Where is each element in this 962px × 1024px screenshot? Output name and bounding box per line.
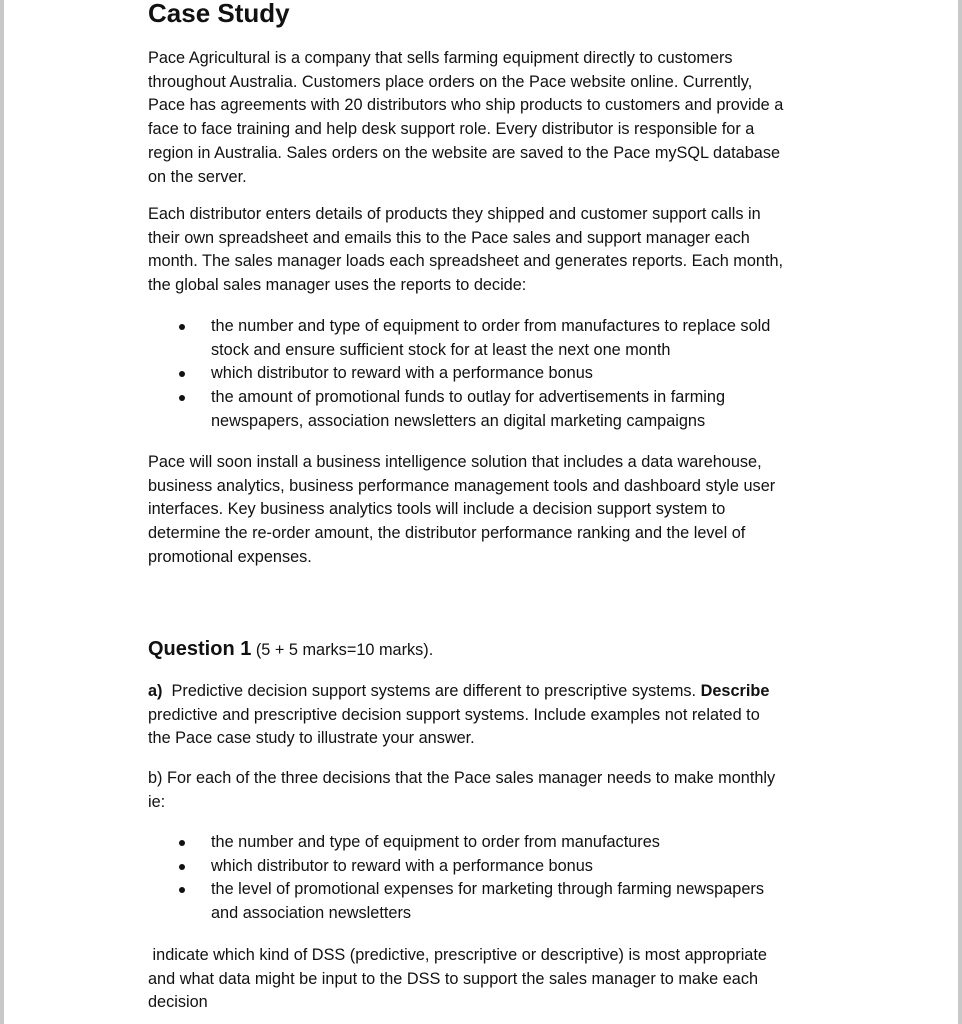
list-item (211, 386, 770, 433)
bullet-icon (179, 864, 185, 870)
text-line: indicate which kind of DSS (predictive, prescriptive or descriptive) is most appropriate (148, 946, 767, 964)
list-item (211, 315, 770, 362)
text-line: determine the re-order amount, the distributor performance ranking and the level of (148, 524, 746, 543)
text-line: the number and type of equipment to order from manufactures (211, 833, 660, 851)
text-line: on the server. (148, 167, 247, 186)
text-line: interfaces. Key business analytics tools will include a decision support system to (148, 500, 726, 519)
question-heading (148, 638, 433, 661)
paragraph-bi-solution (148, 451, 775, 570)
page-title: Case Study (148, 0, 290, 28)
bullet-icon (179, 324, 185, 330)
text-line: newspapers, association newsletters an digital marketing campaigns (211, 411, 706, 430)
part-b-bullet-list (211, 831, 764, 926)
list-item (211, 878, 764, 925)
decision-bullet-list (211, 315, 770, 434)
text-segment-bold: Describe (696, 682, 770, 700)
text-line: b) For each of the three decisions that the Pace sales manager needs to make monthly (148, 769, 776, 787)
bullet-icon (179, 371, 185, 377)
part-a-label: a) (148, 682, 163, 700)
text-segment: Predictive decision support systems are different to prescriptive systems. (171, 682, 697, 700)
text-line: business analytics, business performance management tools and dashboard style user (148, 476, 776, 495)
paragraph-dss-instruction (148, 944, 767, 1015)
text-line: the number and type of equipment to order from manufactures to replace sold (211, 317, 771, 335)
list-item (211, 831, 764, 855)
list-item (211, 362, 770, 386)
bullet-icon (179, 395, 185, 401)
text-line: predictive and prescriptive decision support systems. Include examples not related to (148, 705, 760, 724)
paragraph-intro (148, 47, 783, 189)
text-line: the amount of promotional funds to outlay for advertisements in farming (211, 388, 726, 407)
question-part-b (148, 767, 775, 814)
text-line: promotional expenses. (148, 547, 312, 566)
question-marks: (5 + 5 marks=10 marks). (251, 641, 434, 659)
text-line: and association newsletters (211, 904, 412, 923)
text-line: and what data might be input to the DSS to support the sales manager to make each (148, 969, 759, 988)
text-line: Pace has agreements with 20 distributors who ship products to customers and provide a (148, 96, 784, 115)
text-line: their own spreadsheet and emails this to the Pace sales and support manager each (148, 228, 750, 247)
page-edge-right (958, 0, 962, 1024)
text-line: which distributor to reward with a performance bonus (211, 856, 593, 875)
bullet-icon (179, 887, 185, 893)
question-part-a (148, 680, 769, 751)
text-line (148, 680, 769, 704)
bullet-icon (179, 840, 185, 846)
text-line: which distributor to reward with a performance bonus (211, 364, 593, 383)
text-line: the global sales manager uses the reports to decide: (148, 276, 527, 295)
text-line: Pace will soon install a business intelligence solution that includes a data warehouse, (148, 453, 762, 471)
text-line: Each distributor enters details of products they shipped and customer support calls in (148, 205, 761, 223)
text-line: the level of promotional expenses for marketing through farming newspapers (211, 880, 764, 899)
text-line: region in Australia. Sales orders on the website are saved to the Pace mySQL database (148, 143, 781, 162)
page-edge-left (0, 0, 4, 1024)
text-line: Pace Agricultural is a company that sells farming equipment directly to customers (148, 49, 733, 67)
text-line: decision (148, 993, 208, 1012)
text-line: month. The sales manager loads each spreadsheet and generates reports. Each month, (148, 252, 784, 271)
paragraph-distributors (148, 203, 783, 298)
text-line: ie: (148, 792, 166, 811)
question-title: Question 1 (148, 638, 252, 660)
text-line: the Pace case study to illustrate your answer. (148, 729, 475, 748)
list-item (211, 855, 764, 879)
text-line: stock and ensure sufficient stock for at least the next one month (211, 340, 671, 359)
text-line: throughout Australia. Customers place orders on the Pace website online. Currently, (148, 72, 753, 91)
text-line: face to face training and help desk support role. Every distributor is responsible for a (148, 120, 755, 139)
